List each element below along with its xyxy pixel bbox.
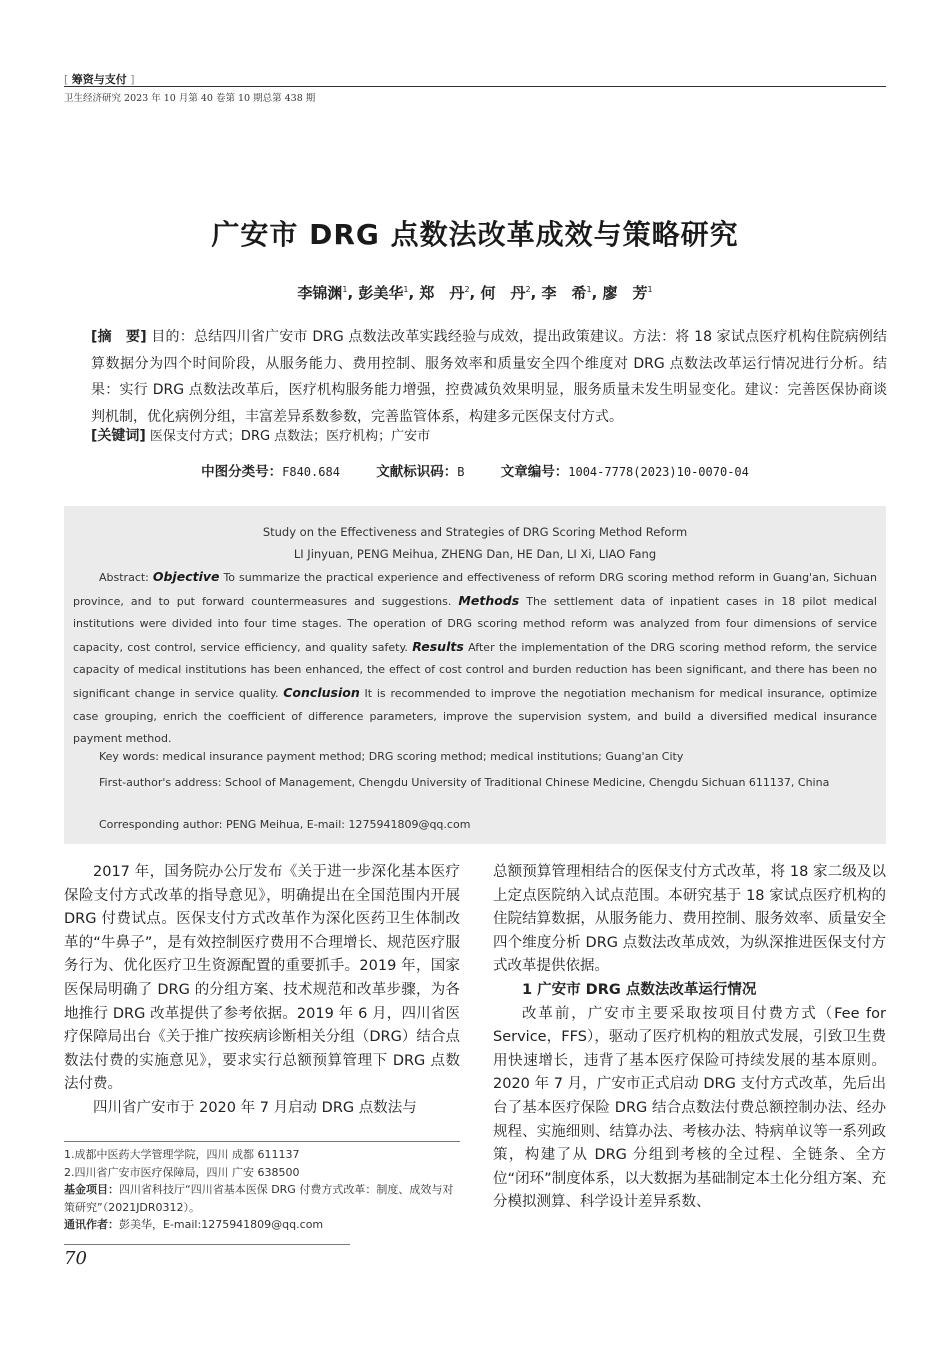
affiliation-1: 1.成都中医药大学管理学院，四川 成都 611137	[64, 1148, 300, 1161]
clc-label: 中图分类号：	[201, 464, 283, 480]
author-affiliation-mark: 1	[647, 285, 653, 294]
paper-title: 广安市 DRG 点数法改革成效与策略研究	[211, 218, 739, 251]
english-authors: LI Jinyuan, PENG Meihua, ZHENG Dan, HE Dan, LI Xi, LIAO Fang	[293, 547, 657, 561]
english-keywords: Key words: medical insurance payment method; DRG scoring method; medical institutions; Guang'an City	[99, 750, 684, 763]
section-label: [ 筹资与支付 ]	[64, 73, 135, 86]
english-abstract-label: Abstract:	[99, 571, 149, 584]
funding-label: 基金项目：	[64, 1183, 119, 1197]
footnote-rule	[64, 1141, 460, 1142]
conclusion-text: It is recommended to improve the negotiation mechanism for medical insurance, optimize case grouping, enrich the coefficient of difference parameters, improve the supervision system, and build a diversified medical insurance payment method.	[73, 686, 877, 746]
author-name: 彭美华	[358, 284, 404, 302]
body-paragraph: 四川省广安市于 2020 年 7 月启动 DRG 点数法与	[93, 1099, 417, 1116]
body-paragraph: 改革前，广安市主要采取按项目付费方式（Fee for Service，FFS），驱动了医疗机构的粗放式发展，引致卫生费用快速增长，违背了基本医疗保险可持续发展的基本原则。2020 年 7 月，广安市正式启动 DRG 支付方式改革，先后出台了基本医疗保险 DRG 结合点数法付费总额控制办法、经办规程、实施细则、结算办法、考核办法、特病单议等一系列政策，构建了从 DRG 分组到考核的全过程、全链条、全方位“闭环”制度体系，以大数据为基础制定本土化分组方案、充分模拟测算、科学设计差异系数、	[493, 1005, 886, 1211]
author-affiliation-mark: 1	[403, 285, 409, 294]
author-affiliation-mark: 2	[464, 285, 470, 294]
affiliation-2: 2.四川省广安市医疗保障局，四川 广安 638500	[64, 1165, 300, 1179]
corresponding-text: 彭美华，E-mail:1275941809@qq.com	[119, 1218, 324, 1232]
article-number-value: 1004-7778(2023)10-0070-04	[568, 465, 749, 479]
classification-line	[0, 460, 950, 480]
results-text: After the implementation of the DRG scoring method reform, the service capacity of medical institutions has been enhanced, the effect of cost control and burden reduction has been significant, and there has been no significant change in service quality.	[73, 640, 877, 700]
author-name: 何 丹	[480, 284, 526, 302]
corresponding-note	[64, 1216, 464, 1234]
body-right-column	[493, 861, 886, 1215]
conclusion-label: Conclusion	[283, 684, 360, 700]
article-number-label: 文章编号：	[500, 464, 569, 480]
author-name: 廖 芳	[602, 284, 648, 302]
body-left-column	[64, 861, 460, 1121]
doc-code-label: 文献标识码：	[376, 464, 458, 480]
footnote-rule-bottom	[64, 1244, 350, 1245]
keywords-cn-text: 医保支付方式；DRG 点数法；医疗机构；广安市	[145, 429, 431, 444]
body-paragraph: 2017 年，国务院办公厅发布《关于进一步深化基本医疗保险支付方式改革的指导意见》，明确提出在全国范围内开展 DRG 付费试点。医保支付方式改革作为深化医药卫生体制改革的“牛鼻子”，是有效控制医疗费用不合理增长、规范医疗服务行为、优化医疗卫生资源配置的重要抓手。2019 年，国家医保局明确了 DRG 的分组方案、技术规范和改革步骤，为各地推行 DRG 改革提供了参考依据。2019 年 6 月，四川省医疗保障局出台《关于推广按疾病诊断相关分组（DRG）结合点数法付费的实施意见》，要求实行总额预算管理下 DRG 点数法付费。	[64, 864, 460, 1093]
abstract-cn-text: 目的：总结四川省广安市 DRG 点数法改革实践经验与成效，提出政策建议。方法：将 18 家试点医疗机构住院病例结算数据分为四个时间阶段，从服务能力、费用控制、服务效率和质量安全四个维度对 DRG 点数法改革运行情况进行分析。结果：实行 DRG 点数法改革后，医疗机构服务能力增强，控费减负效果明显，服务质量未发生明显变化。建议：完善医保协商谈判机制，优化病例分组，丰富差异系数参数，完善监管体系，构建多元医保支付方式。	[91, 329, 887, 425]
english-title: Study on the Effectiveness and Strategies of DRG Scoring Method Reform	[262, 525, 688, 539]
keywords-cn-label: [关键词]	[91, 428, 146, 444]
objective-label: Objective	[152, 569, 220, 584]
author-name: 李锦渊	[297, 284, 343, 302]
keywords-cn	[91, 425, 430, 445]
author-affiliation-mark: 1	[342, 285, 348, 294]
page-number: 70	[64, 1248, 87, 1269]
clc-value: F840.684	[282, 465, 340, 479]
author-affiliation-mark: 2	[525, 285, 531, 294]
funding-note	[64, 1181, 464, 1216]
first-author-address: First-author's address: School of Management, Chengdu University of Traditional Chinese Medicine, Chengdu Sichuan 611137, China	[99, 776, 830, 789]
methods-label: Methods	[458, 592, 520, 608]
abstract-cn	[91, 324, 887, 430]
body-paragraph: 总额预算管理相结合的医保支付方式改革，将 18 家二级及以上定点医院纳入试点范围。本研究基于 18 家试点医疗机构的住院结算数据，从服务能力、费用控制、服务效率、质量安全四个维度分析 DRG 点数法改革成效，为纵深推进医保支付方式改革提供依据。	[493, 864, 886, 975]
abstract-cn-label: [摘 要]	[91, 329, 147, 345]
author-name: 郑 丹	[419, 284, 465, 302]
journal-info: 卫生经济研究 2023 年 10 月第 40 卷第 10 期总第 438 期	[64, 93, 316, 104]
objective-text: To summarize the practical experience and effectiveness of reform DRG scoring method reform in Guang'an, Sichuan province, and to put forward countermeasures and suggestions.	[73, 571, 877, 608]
section-label-text: 筹资与支付	[71, 73, 127, 86]
author-list: 李锦渊$^1$, 彭美华$^1$, 郑 丹$^2$, 何 丹$^2$, 李 希$^1$, 廖 芳$^1$	[297, 284, 653, 302]
author-name: 李 希	[541, 284, 587, 302]
corresponding-author: Corresponding author: PENG Meihua, E-mail: 1275941809@qq.com	[99, 818, 471, 831]
author-affiliation-mark: 1	[586, 285, 592, 294]
doc-code-value: B	[457, 465, 465, 479]
methods-text: The settlement data of inpatient cases in 18 pilot medical institutions were divided into four time stages. The operation of DRG scoring method reform was analyzed from four dimensions of service capacity, cost control, service efficiency, and quality safety.	[73, 594, 877, 654]
corresponding-label: 通讯作者：	[64, 1218, 119, 1232]
footnotes	[64, 1146, 464, 1234]
english-abstract	[73, 566, 877, 751]
section-heading: 1 广安市 DRG 点数法改革运行情况	[522, 981, 757, 998]
header-rule	[64, 86, 886, 87]
results-label: Results	[412, 638, 464, 654]
funding-text: 四川省科技厅“四川省基本医保 DRG 付费方式改革：制度、成效与对策研究”（2021JDR0312）。	[64, 1183, 454, 1214]
